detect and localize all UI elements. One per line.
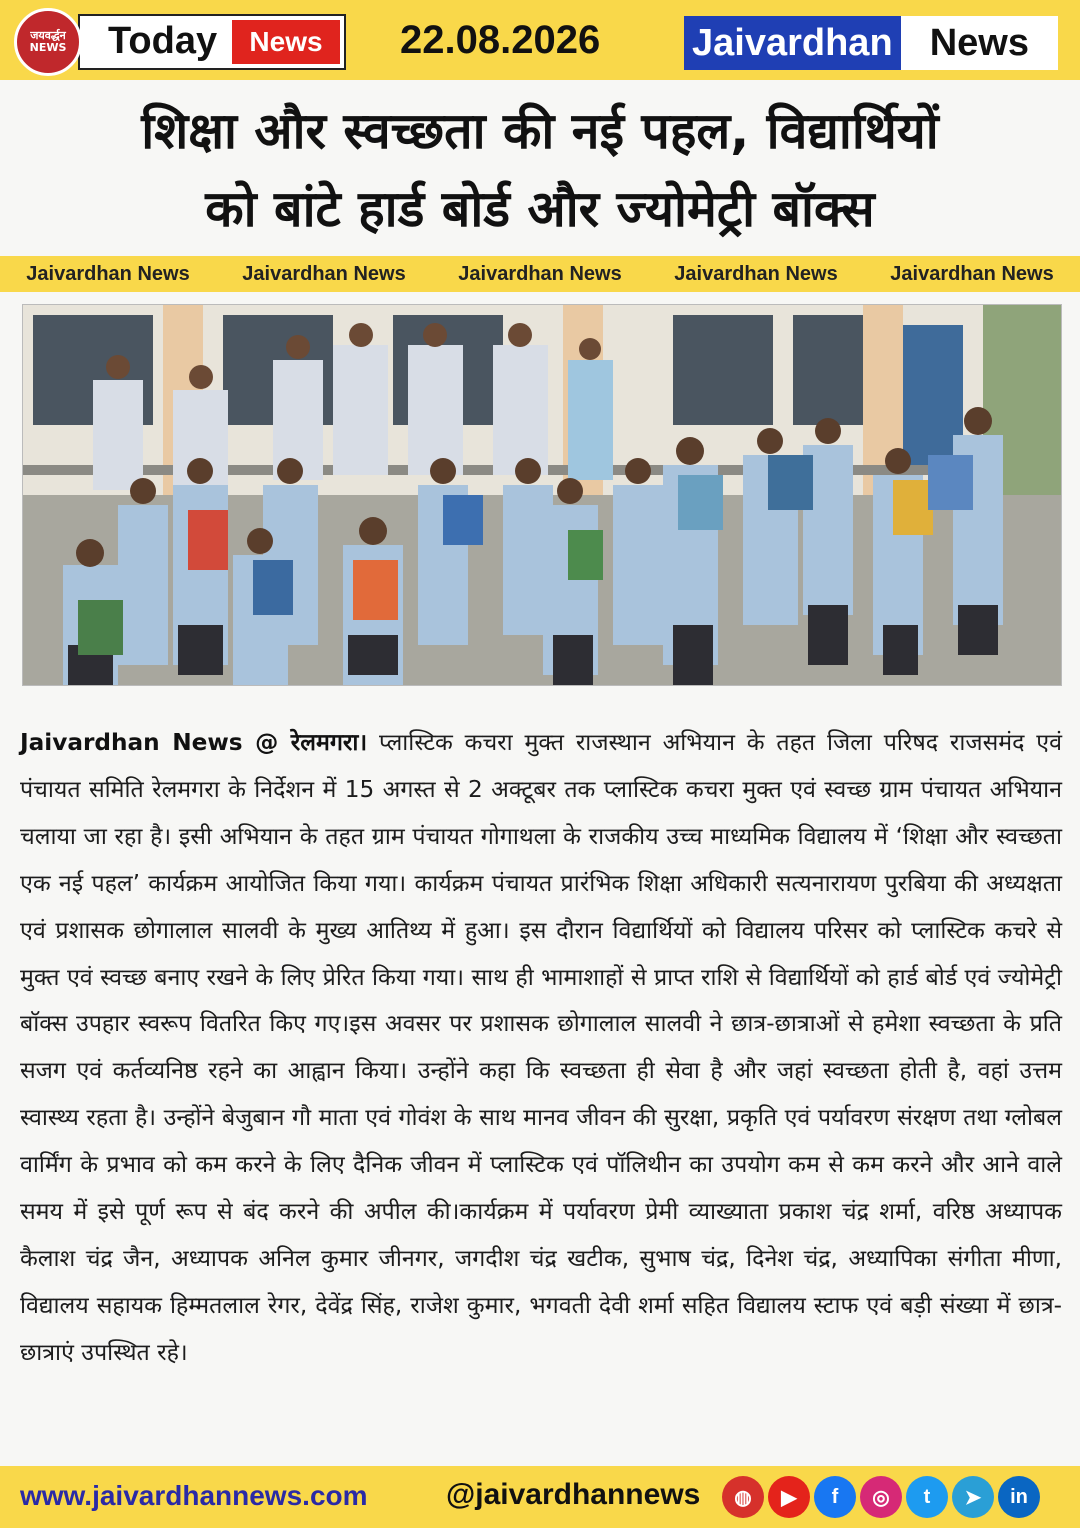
logo-icon — [14, 8, 82, 76]
today-box — [78, 14, 346, 70]
brand-name-part2: News — [901, 16, 1058, 70]
news-photo — [22, 304, 1062, 686]
headline — [0, 92, 1080, 248]
globe-icon[interactable]: ◍ — [722, 1476, 764, 1518]
headline-line-2: को बांटे हार्ड बोर्ड और ज्योमेट्री बॉक्स — [205, 180, 875, 238]
group-photo-illustration — [23, 305, 1062, 686]
ticker-item: Jaivardhan News — [890, 262, 1054, 285]
article-body — [20, 720, 1062, 1377]
headline-line-1: शिक्षा और स्वच्छता की नई पहल, विद्यार्थियों — [141, 102, 939, 160]
twitter-icon[interactable]: t — [906, 1476, 948, 1518]
date-label: 22.08.2026 — [400, 18, 601, 62]
ticker-bar — [0, 256, 1080, 292]
brand-right — [684, 16, 1058, 70]
ticker-item: Jaivardhan News — [458, 262, 622, 285]
bottom-bar — [0, 1466, 1080, 1528]
linkedin-icon[interactable]: in — [998, 1476, 1040, 1518]
brand-name-part1: Jaivardhan — [684, 16, 901, 70]
ticker-item: Jaivardhan News — [242, 262, 406, 285]
social-icons — [722, 1476, 1040, 1518]
telegram-icon[interactable]: ➤ — [952, 1476, 994, 1518]
website-link[interactable]: www.jaivardhannews.com — [20, 1480, 368, 1511]
article-text: प्लास्टिक कचरा मुक्त राजस्थान अभियान के तहत जिला परिषद राजसमंद एवं पंचायत समिति रेलमगरा के निर्देशन में 15 अगस्त से 2 अक्टूबर तक प्लास्टिक कचरा मुक्त एवं स्वच्छ ग्राम पंचायत अभियान चलाया जा रहा है। इसी अभियान के तहत ग्राम पंचायत गोगाथला के राजकीय उच्च माध्यमिक विद्यालय में ‘शिक्षा और स्वच्छता एक नई पहल’ कार्यक्रम आयोजित किया गया। कार्यक्रम पंचायत प्रारंभिक शिक्षा अधिकारी सत्यनारायण पुरबिया की अध्यक्षता एवं प्रशासक छोगालाल सालवी के मुख्य आतिथ्य में हुआ। इस दौरान विद्यार्थियों को विद्यालय परिसर को प्लास्टिक कचरे से मुक्त एवं स्वच्छ बनाए रखने के लिए प्रेरित किया गया। साथ ही भामाशाहों से प्राप्त राशि से विद्यार्थियों को हार्ड बोर्ड एवं ज्योमेट्री बॉक्स उपहार स्वरूप वितरित किए गए।इस अवसर पर प्रशासक छोगालाल सालवी ने छात्र-छात्राओं से हमेशा स्वच्छता के प्रति सजग एवं कर्तव्यनिष्ठ रहने का आह्वान किया। उन्होंने कहा कि स्वच्छता ही सेवा है और जहां स्वच्छता होती है, वहां उत्तम स्वास्थ्य रहता है। उन्होंने बेजुबान गौ माता एवं गोवंश के साथ मानव जीवन की सुरक्षा, प्रकृति एवं पर्यावरण संरक्षण तथा ग्लोबल वार्मिंग के प्रभाव को कम करने के लिए दैनिक जीवन में प्लास्टिक एवं पॉलिथीन का उपयोग कम से कम करने और आने वाले समय में इसे पूर्ण रूप से बंद करने की अपील की।कार्यक्रम में पर्यावरण प्रेमी व्याख्याता प्रकाश चंद्र शर्मा, वरिष्ठ अध्यापक कैलाश चंद्र जैन, अध्यापक अनिल कुमार जीनगर, जगदीश चंद्र खटीक, सुभाष चंद्र, दिनेश चंद्र, अध्यापिका संगीता मीणा, विद्यालय सहायक हिम्मतलाल रेगर, देवेंद्र सिंह, राजेश कुमार, भगवती देवी शर्मा सहित विद्यालय स्टाफ एवं बड़ी संख्या में छात्र-छात्राएं उपस्थित रहे। — [20, 729, 1062, 1366]
social-handle[interactable]: @jaivardhannews — [446, 1478, 701, 1511]
news-tag: News — [232, 20, 340, 64]
top-bar — [0, 0, 1080, 80]
ticker-item: Jaivardhan News — [674, 262, 838, 285]
instagram-icon[interactable]: ◎ — [860, 1476, 902, 1518]
brand-left — [14, 8, 344, 70]
today-label: Today — [108, 20, 218, 62]
logo-text-bottom: NEWS — [29, 41, 67, 54]
article-lead: Jaivardhan News @ रेलमगरा। — [20, 729, 368, 756]
ticker-item: Jaivardhan News — [26, 262, 190, 285]
facebook-icon[interactable]: f — [814, 1476, 856, 1518]
logo-text-top: जयवर्द्धन — [30, 28, 66, 42]
youtube-icon[interactable]: ▶ — [768, 1476, 810, 1518]
